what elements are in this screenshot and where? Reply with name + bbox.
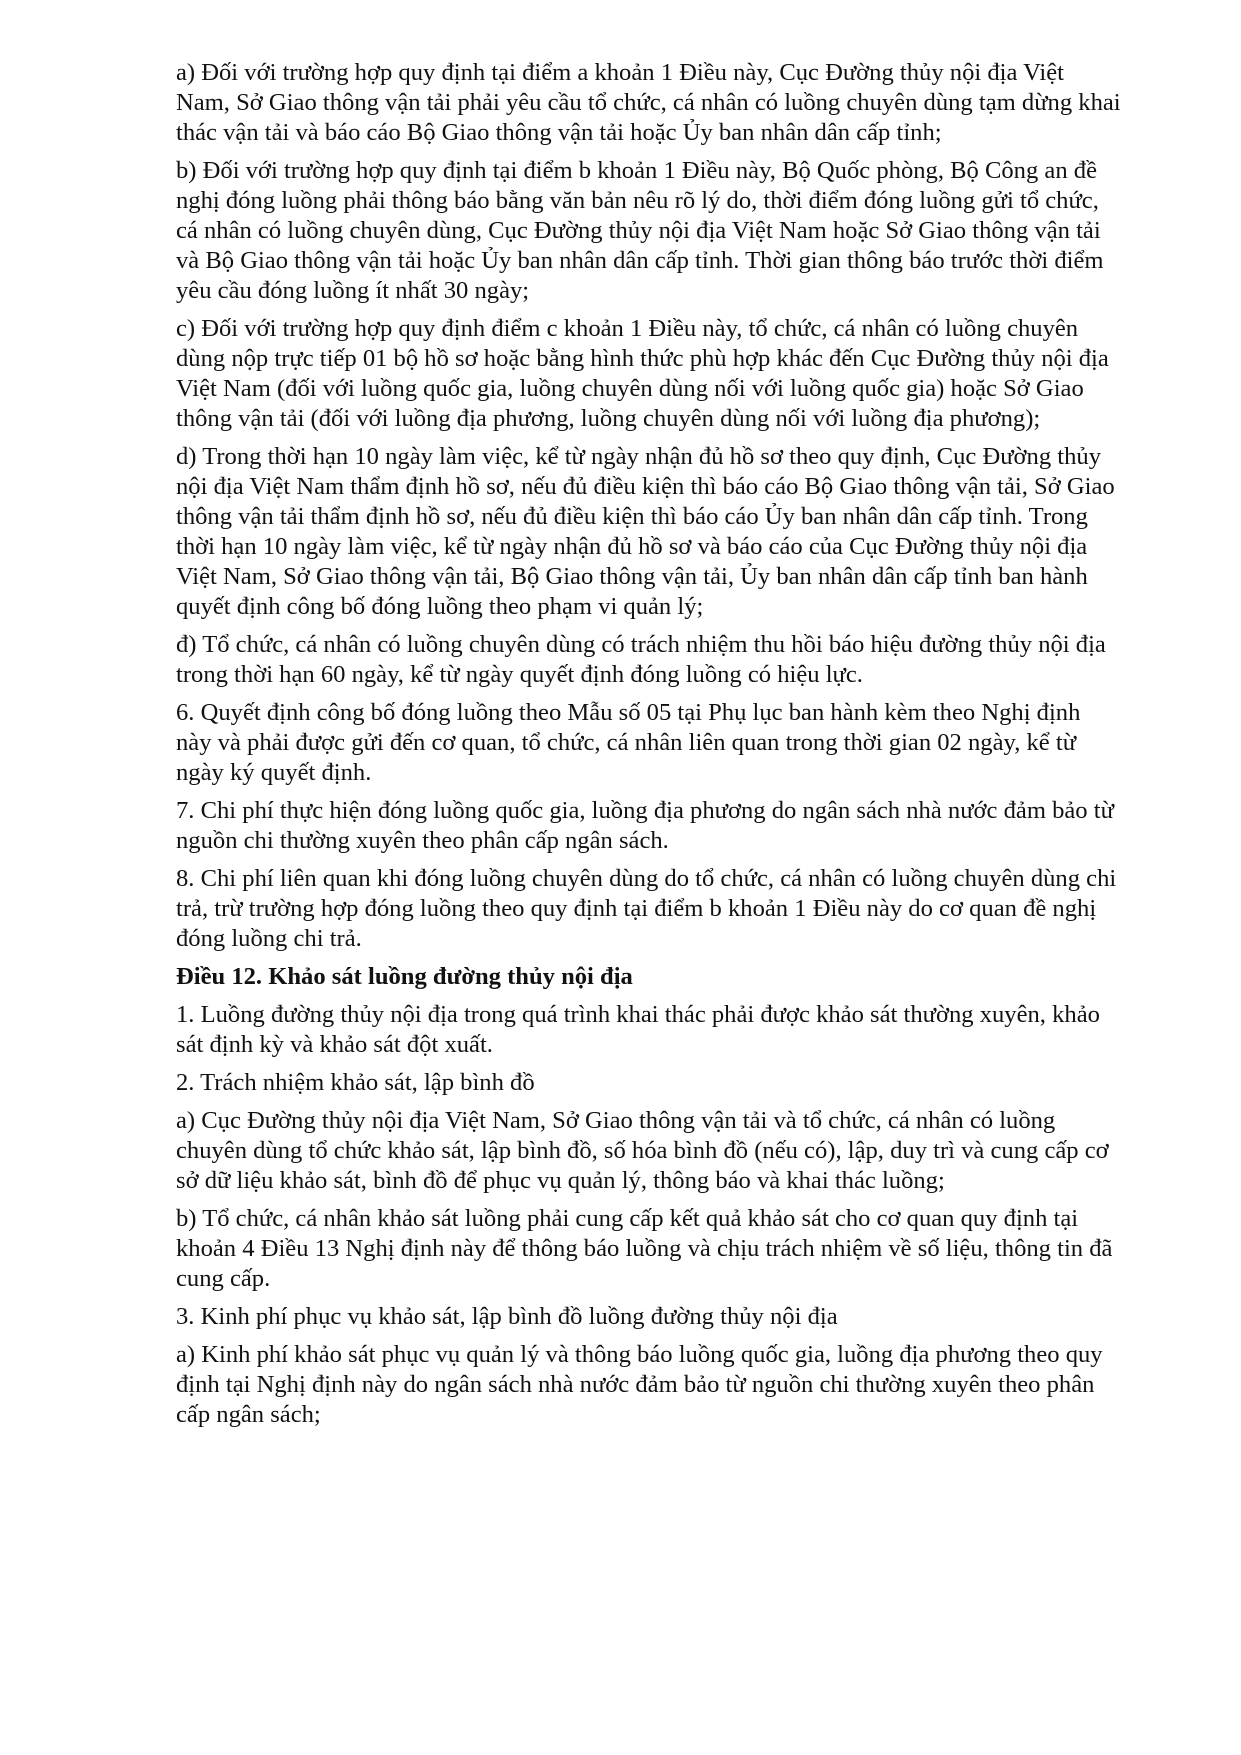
paragraph-point-b-defense-request: b) Đối với trường hợp quy định tại điểm b khoản 1 Điều này, Bộ Quốc phòng, Bộ Công an đề nghị đóng luồng phải thông báo bằng văn bản nêu rõ lý do, thời điểm đóng luồng gửi tổ chức, cá nhân có luồng chuyên dùng, Cục Đường thủy nội địa Việt Nam hoặc Sở Giao thông vận tải và Bộ Giao thông vận tải hoặc Ủy ban nhân dân cấp tỉnh. Thời gian thông báo trước thời điểm yêu cầu đóng luồng ít nhất 30 ngày; [176,157,1104,304]
paragraph-article-12-clause-2-b: b) Tổ chức, cá nhân khảo sát luồng phải cung cấp kết quả khảo sát cho cơ quan quy định tại khoản 4 Điều 13 Nghị định này để thông báo luồng và chịu trách nhiệm về số liệu, thông tin đã cung cấp. [176,1205,1113,1292]
paragraph-clause-7-cost: 7. Chi phí thực hiện đóng luồng quốc gia, luồng địa phương do ngân sách nhà nước đảm bảo từ nguồn chi thường xuyên theo phân cấp ngân sách. [176,797,1114,854]
paragraph-point-a-suspend-operation: a) Đối với trường hợp quy định tại điểm a khoản 1 Điều này, Cục Đường thủy nội địa Việt Nam, Sở Giao thông vận tải phải yêu cầu tổ chức, cá nhân có luồng chuyên dùng tạm dừng khai thác vận tải và báo cáo Bộ Giao thông vận tải hoặc Ủy ban nhân dân cấp tỉnh; [176,59,1121,146]
paragraph-clause-8-cost: 8. Chi phí liên quan khi đóng luồng chuyên dùng do tổ chức, cá nhân có luồng chuyên dùng chi trả, trừ trường hợp đóng luồng theo quy định tại điểm b khoản 1 Điều này do cơ quan đề nghị đóng luồng chi trả. [176,865,1117,952]
paragraph-point-c-submit-dossier: c) Đối với trường hợp quy định điểm c khoản 1 Điều này, tổ chức, cá nhân có luồng chuyên dùng nộp trực tiếp 01 bộ hồ sơ hoặc bằng hình thức phù hợp khác đến Cục Đường thủy nội địa Việt Nam (đối với luồng quốc gia, luồng chuyên dùng nối với luồng quốc gia) hoặc Sở Giao thông vận tải (đối với luồng địa phương, luồng chuyên dùng nối với luồng địa phương); [176,315,1109,432]
document-page [176,58,1122,1438]
paragraph-clause-6-decision: 6. Quyết định công bố đóng luồng theo Mẫu số 05 tại Phụ lục ban hành kèm theo Nghị định này và phải được gửi đến cơ quan, tổ chức, cá nhân liên quan trong thời gian 02 ngày, kể từ ngày ký quyết định. [176,699,1081,786]
paragraph-point-dd-recover-signals: đ) Tổ chức, cá nhân có luồng chuyên dùng có trách nhiệm thu hồi báo hiệu đường thủy nội địa trong thời hạn 60 ngày, kể từ ngày quyết định đóng luồng có hiệu lực. [176,631,1106,688]
paragraph-article-12-clause-1: 1. Luồng đường thủy nội địa trong quá trình khai thác phải được khảo sát thường xuyên, khảo sát định kỳ và khảo sát đột xuất. [176,1001,1100,1058]
paragraph-article-12-clause-3-a: a) Kinh phí khảo sát phục vụ quản lý và thông báo luồng quốc gia, luồng địa phương theo quy định tại Nghị định này do ngân sách nhà nước đảm bảo từ nguồn chi thường xuyên theo phân cấp ngân sách; [176,1341,1103,1428]
paragraph-point-d-appraisal: d) Trong thời hạn 10 ngày làm việc, kể từ ngày nhận đủ hồ sơ theo quy định, Cục Đường thủy nội địa Việt Nam thẩm định hồ sơ, nếu đủ điều kiện thì báo cáo Bộ Giao thông vận tải, Sở Giao thông vận tải thẩm định hồ sơ, nếu đủ điều kiện thì báo cáo Ủy ban nhân dân cấp tỉnh. Trong thời hạn 10 ngày làm việc, kể từ ngày nhận đủ hồ sơ và báo cáo của Cục Đường thủy nội địa Việt Nam, Sở Giao thông vận tải, Bộ Giao thông vận tải, Ủy ban nhân dân cấp tỉnh ban hành quyết định công bố đóng luồng theo phạm vi quản lý; [176,443,1115,620]
paragraph-article-12-clause-3: 3. Kinh phí phục vụ khảo sát, lập bình đồ luồng đường thủy nội địa [176,1303,838,1330]
paragraph-article-12-clause-2: 2. Trách nhiệm khảo sát, lập bình đồ [176,1069,535,1096]
article-12-heading: Điều 12. Khảo sát luồng đường thủy nội địa [176,963,633,990]
paragraph-article-12-clause-2-a: a) Cục Đường thủy nội địa Việt Nam, Sở Giao thông vận tải và tổ chức, cá nhân có luồng chuyên dùng tổ chức khảo sát, lập bình đồ, số hóa bình đồ (nếu có), lập, duy trì và cung cấp cơ sở dữ liệu khảo sát, bình đồ để phục vụ quản lý, thông báo và khai thác luồng; [176,1107,1109,1194]
